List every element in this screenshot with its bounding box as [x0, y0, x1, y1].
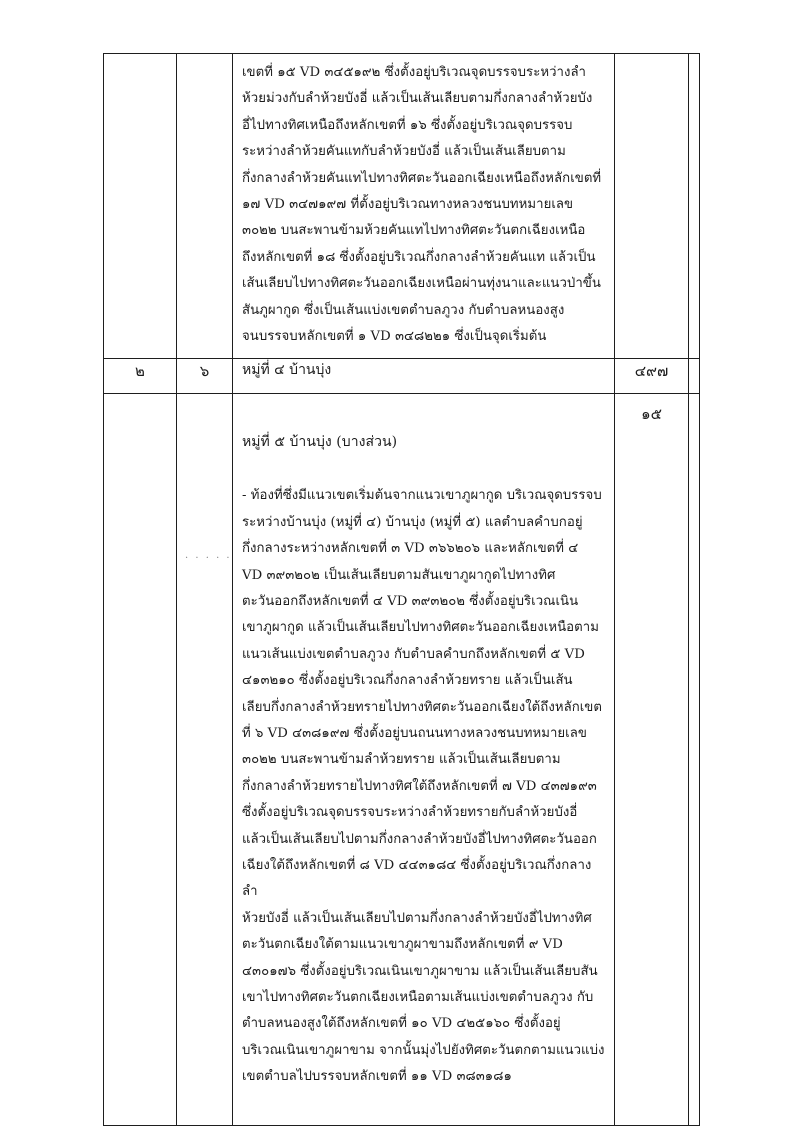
- area-value: ๔๙๗: [615, 359, 689, 394]
- village-name: หมู่ที่ ๔ บ้านบุ่ง: [233, 359, 615, 394]
- table-row: [104, 359, 700, 394]
- scan-artifact: · · · · ·: [185, 553, 232, 564]
- row3-description-cell: [233, 394, 615, 1126]
- row1-description: [233, 54, 615, 359]
- row1-col1: [104, 54, 177, 359]
- boundary-description: - ท้องที่ซึ่งมีแนวเขตเริ่มต้นจากแนวเขาภูผากูด บริเวณจุดบรรจบ ระหว่างบ้านบุ่ง (หมู่ที่ ๔) บ้านบุ่ง (หมู่ที่ ๕) แลตำบลคำบกอยู่ กึ่งกลางระหว่างหลักเขตที่ ๓ VD ๓๖๖๒๐๖ และหลักเขตที่ ๔ VD ๓๙๓๒๐๒ เป็นเส้นเลียบตามสันเขาภูผากูดไปทางทิศ ตะวันออกถึงหลักเขตที่ ๔ VD ๓๙๓๒๐๒ ซึ่งตั้งอยู่บริเวณเนิน เขาภูผากูด แล้วเป็นเส้นเลียบไปทางทิศตะวันออกเฉียงเหนือตาม แนวเส้นแบ่งเขตตำบลภูวง กับตำบลคำบกถึงหลักเขตที่ ๕ VD ๔๑๓๒๑๐ ซึ่งตั้งอยู่บริเวณกึ่งกลางลำห้วยทราย แล้วเป็นเส้น เลียบกึ่งกลางลำห้วยทรายไปทางทิศตะวันออกเฉียงใต้ถึงหลักเขต ที่ ๖ VD ๔๓๘๑๙๗ ซึ่งตั้งอยู่บนถนนทางหลวงชนบทหมายเลข ๓๐๒๒ บนสะพานข้ามลำห้วยทราย แล้วเป็นเส้นเลียบตาม กึ่งกลางลำห้วยทรายไปทางทิศใต้ถึงหลักเขตที่ ๗ VD ๔๓๗๑๙๓ ซึ่งตั้งอยู่บริเวณจุดบรรจบระหว่างลำห้วยทรายกับลำห้วยบังอี่ แล้วเป็นเส้นเลียบไปตามกึ่งกลางลำห้วยบังอี่ไปทางทิศตะวันออก เฉียงใต้ถึงหลักเขตที่ ๘ VD ๔๔๓๑๘๔ ซึ่งตั้งอยู่บริเวณกึ่งกลางลำ ห้วยบังอี่ แล้วเป็นเส้นเลียบไปตามกึ่งกลางลำห้วยบังอี่ไปทางทิศ ตะวันตกเฉียงใต้ตามแนวเขาภูผาขามถึงหลักเขตที่ ๙ VD ๔๓๐๑๗๖ ซึ่งตั้งอยู่บริเวณเนินเขาภูผาขาม แล้วเป็นเส้นเลียบสัน เขาไปทางทิศตะวันตกเฉียงเหนือตามเส้นแบ่งเขตตำบลภูวง กับ ตำบลหนองสูงใต้ถึงหลักเขตที่ ๑๐ VD ๔๒๕๑๖๐ ซึ่งตั้งอยู่ บริเวณเนินเขาภูผาขาม จากนั้นมุ่งไปยังทิศตะวันตกตามแนวแบ่ง เขตตำบลไปบรรจบหลักเขตที่ ๑๑ VD ๓๘๓๑๘๑: [242, 488, 605, 1085]
- row2-col5: [689, 359, 700, 394]
- area-value: ๑๕: [615, 394, 689, 1126]
- row3-col1: [104, 394, 177, 1126]
- boundary-description: เขตที่ ๑๕ VD ๓๔๕๑๙๒ ซึ่งตั้งอยู่บริเวณจุดบรรจบระหว่างลำ ห้วยม่วงกับลำห้วยบังอี่ แล้วเป็นเส้นเลียบตามกึ่งกลางลำห้วยบัง อี่ไปทางทิศเหนือถึงหลักเขตที่ ๑๖ ซึ่งตั้งอยู่บริเวณจุดบรรจบ ระหว่างลำห้วยคันแทกับลำห้วยบังอี่ แล้วเป็นเส้นเลียบตาม กึ่งกลางลำห้วยคันแทไปทางทิศตะวันออกเฉียงเหนือถึงหลักเขตที่ ๑๗ VD ๓๔๗๑๙๗ ที่ตั้งอยู่บริเวณทางหลวงชนบทหมายเลข ๓๐๒๒ บนสะพานข้ามห้วยคันแทไปทางทิศตะวันตกเฉียงเหนือ ถึงหลักเขตที่ ๑๘ ซึ่งตั้งอยู่บริเวณกึ่งกลางลำห้วยคันแท แล้วเป็น เส้นเลียบไปทางทิศตะวันออกเฉียงเหนือผ่านทุ่งนาและแนวป่าขึ้น สันภูผากูด ซึ่งเป็นเส้นแบ่งเขตตำบลภูวง กับตำบลหนองสูง จนบรรจบหลักเขตที่ ๑ VD ๓๔๘๒๒๑ ซึ่งเป็นจุดเริ่มต้น: [242, 65, 602, 345]
- table-row: [104, 394, 700, 1126]
- row2-col1: ๒: [104, 359, 177, 394]
- row3-col5: [689, 394, 700, 1126]
- boundary-table: [103, 53, 700, 1126]
- table-row: [104, 54, 700, 359]
- row1-area: [615, 54, 689, 359]
- row2-col2: ๖: [177, 359, 233, 394]
- row3-col2: [177, 394, 233, 1126]
- row1-col2: [177, 54, 233, 359]
- village-name: หมู่ที่ ๕ บ้านบุ่ง (บางส่วน): [242, 433, 398, 450]
- row1-col5: [689, 54, 700, 359]
